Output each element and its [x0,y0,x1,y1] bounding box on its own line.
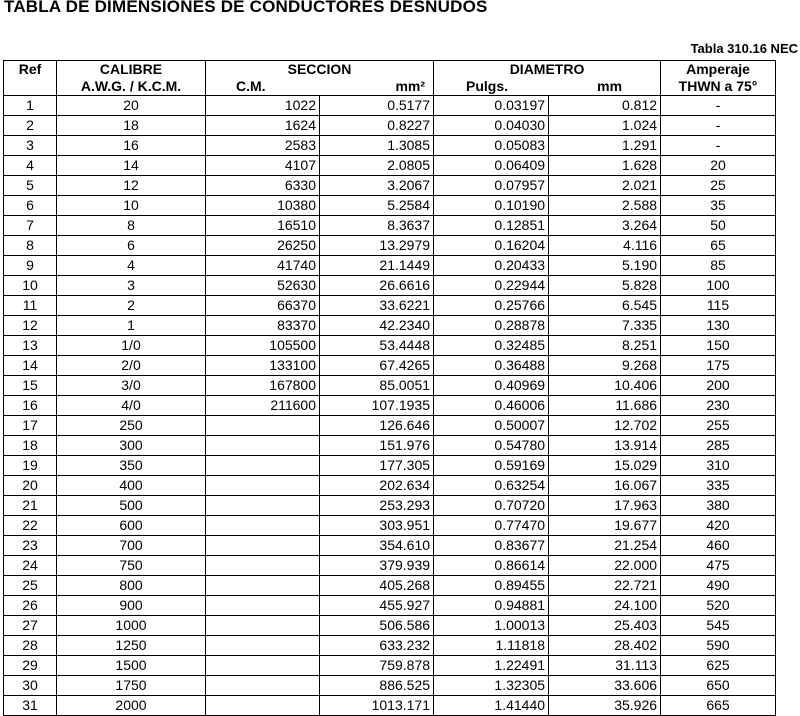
cell-ref: 8 [4,236,57,256]
cell-ref: 9 [4,256,57,276]
cell-seccion-cm: 1022 [206,96,320,116]
cell-seccion-cm: 133100 [206,356,320,376]
cell-seccion-mm2: 42.2340 [320,316,434,336]
header-ref: Ref [4,61,57,79]
cell-amperaje: 490 [661,576,776,596]
cell-seccion-mm2: 107.1935 [320,396,434,416]
cell-diametro-mm: 22.721 [549,576,661,596]
cell-diametro-pulgs: 0.36488 [434,356,549,376]
cell-diametro-pulgs: 0.06409 [434,156,549,176]
table-row [4,156,776,176]
header-cm: C.M. [236,78,266,94]
table-row [4,296,776,316]
table-row [4,436,776,456]
cell-diametro-mm: 4.116 [549,236,661,256]
cell-ref: 23 [4,536,57,556]
cell-diametro-mm: 10.406 [549,376,661,396]
cell-diametro-pulgs: 0.83677 [434,536,549,556]
cell-seccion-mm2: 53.4448 [320,336,434,356]
cell-diametro-mm: 5.828 [549,276,661,296]
cell-amperaje: 115 [661,296,776,316]
cell-seccion-cm: 26250 [206,236,320,256]
cell-calibre: 6 [57,236,206,256]
table-row [4,516,776,536]
cell-seccion-mm2: 202.634 [320,476,434,496]
cell-amperaje: 230 [661,396,776,416]
cell-diametro-mm: 31.113 [549,656,661,676]
cell-calibre: 800 [57,576,206,596]
cell-diametro-mm: 35.926 [549,696,661,716]
cell-seccion-mm2: 33.6221 [320,296,434,316]
cell-seccion-mm2: 177.305 [320,456,434,476]
page-title: TABLA DE DIMENSIONES DE CONDUCTORES DESNUDOS [4,0,488,16]
table-row [4,596,776,616]
cell-diametro-pulgs: 0.03197 [434,96,549,116]
cell-diametro-mm: 25.403 [549,616,661,636]
table-row [4,636,776,656]
cell-diametro-pulgs: 0.63254 [434,476,549,496]
table-row [4,356,776,376]
cell-diametro-pulgs: 0.12851 [434,216,549,236]
cell-calibre: 1500 [57,656,206,676]
table-row [4,216,776,236]
cell-diametro-mm: 9.268 [549,356,661,376]
cell-diametro-pulgs: 0.46006 [434,396,549,416]
cell-ref: 17 [4,416,57,436]
cell-ref: 28 [4,636,57,656]
table-row [4,256,776,276]
cell-ref: 15 [4,376,57,396]
cell-seccion-mm2: 886.525 [320,676,434,696]
table-row [4,576,776,596]
cell-diametro-pulgs: 1.32305 [434,676,549,696]
table-row [4,336,776,356]
table-row [4,496,776,516]
cell-diametro-pulgs: 0.16204 [434,236,549,256]
cell-diametro-mm: 19.677 [549,516,661,536]
cell-amperaje: 150 [661,336,776,356]
cell-diametro-mm: 2.588 [549,196,661,216]
cell-amperaje: 20 [661,156,776,176]
cell-diametro-mm: 3.264 [549,216,661,236]
cell-diametro-mm: 8.251 [549,336,661,356]
header-seccion: SECCION [206,61,434,79]
cell-seccion-cm [206,636,320,656]
cell-diametro-pulgs: 0.28878 [434,316,549,336]
cell-seccion-mm2: 5.2584 [320,196,434,216]
cell-amperaje: 590 [661,636,776,656]
cell-diametro-mm: 12.702 [549,416,661,436]
cell-calibre: 20 [57,96,206,116]
cell-calibre: 3 [57,276,206,296]
table-row [4,276,776,296]
cell-amperaje: 520 [661,596,776,616]
cell-seccion-mm2: 506.586 [320,616,434,636]
cell-amperaje: 545 [661,616,776,636]
cell-ref: 12 [4,316,57,336]
cell-calibre: 18 [57,116,206,136]
cell-seccion-mm2: 1.3085 [320,136,434,156]
table-row [4,616,776,636]
cell-seccion-cm [206,456,320,476]
cell-diametro-mm: 28.402 [549,636,661,656]
table-reference: Tabla 310.16 NEC [690,41,798,56]
cell-diametro-mm: 33.606 [549,676,661,696]
cell-amperaje: 420 [661,516,776,536]
cell-diametro-mm: 6.545 [549,296,661,316]
cell-amperaje: 475 [661,556,776,576]
cell-seccion-mm2: 0.8227 [320,116,434,136]
cell-ref: 21 [4,496,57,516]
cell-calibre: 1000 [57,616,206,636]
cell-amperaje: 460 [661,536,776,556]
cell-diametro-pulgs: 0.20433 [434,256,549,276]
cell-calibre: 700 [57,536,206,556]
cell-seccion-mm2: 26.6616 [320,276,434,296]
cell-ref: 2 [4,116,57,136]
cell-seccion-cm [206,696,320,716]
cell-ref: 4 [4,156,57,176]
cell-amperaje: 380 [661,496,776,516]
cell-seccion-cm: 10380 [206,196,320,216]
cell-diametro-mm: 13.914 [549,436,661,456]
cell-seccion-cm [206,516,320,536]
table-row [4,536,776,556]
cell-diametro-pulgs: 0.40969 [434,376,549,396]
table-row [4,196,776,216]
cell-diametro-pulgs: 0.07957 [434,176,549,196]
cell-seccion-mm2: 0.5177 [320,96,434,116]
cell-diametro-mm: 1.628 [549,156,661,176]
cell-diametro-pulgs: 0.70720 [434,496,549,516]
cell-seccion-mm2: 151.976 [320,436,434,456]
cell-diametro-pulgs: 0.54780 [434,436,549,456]
table-row [4,316,776,336]
cell-calibre: 1/0 [57,336,206,356]
cell-ref: 27 [4,616,57,636]
header-mm2: mm² [395,78,426,94]
cell-calibre: 900 [57,596,206,616]
cell-diametro-mm: 2.021 [549,176,661,196]
cell-diametro-mm: 16.067 [549,476,661,496]
cell-calibre: 2000 [57,696,206,716]
cell-calibre: 8 [57,216,206,236]
cell-calibre: 500 [57,496,206,516]
cell-ref: 3 [4,136,57,156]
cell-seccion-mm2: 2.0805 [320,156,434,176]
cell-seccion-mm2: 21.1449 [320,256,434,276]
cell-calibre: 600 [57,516,206,536]
cell-seccion-cm: 105500 [206,336,320,356]
cell-diametro-pulgs: 0.32485 [434,336,549,356]
cell-ref: 22 [4,516,57,536]
cell-seccion-cm: 6330 [206,176,320,196]
table-row [4,696,776,716]
cell-diametro-mm: 21.254 [549,536,661,556]
cell-seccion-cm: 1624 [206,116,320,136]
cell-diametro-pulgs: 1.11818 [434,636,549,656]
cell-seccion-cm [206,616,320,636]
cell-seccion-cm [206,536,320,556]
cell-amperaje: 35 [661,196,776,216]
cell-ref: 1 [4,96,57,116]
cell-ref: 20 [4,476,57,496]
cell-amperaje: 85 [661,256,776,276]
cell-amperaje: 310 [661,456,776,476]
cell-calibre: 2/0 [57,356,206,376]
cell-diametro-mm: 1.024 [549,116,661,136]
table-body [4,96,776,716]
cell-diametro-pulgs: 0.05083 [434,136,549,156]
cell-amperaje: 50 [661,216,776,236]
table-row [4,416,776,436]
header-amperaje: Amperaje [661,61,776,79]
cell-amperaje: 285 [661,436,776,456]
cell-ref: 30 [4,676,57,696]
table-row [4,176,776,196]
cell-amperaje: 25 [661,176,776,196]
cell-seccion-cm [206,416,320,436]
cell-diametro-mm: 22.000 [549,556,661,576]
cell-diametro-pulgs: 1.00013 [434,616,549,636]
cell-amperaje: - [661,116,776,136]
cell-amperaje: 100 [661,276,776,296]
cell-seccion-cm [206,496,320,516]
cell-ref: 16 [4,396,57,416]
cell-ref: 29 [4,656,57,676]
cell-diametro-mm: 17.963 [549,496,661,516]
cell-diametro-pulgs: 1.41440 [434,696,549,716]
header-mm: mm [597,78,623,94]
table-row [4,376,776,396]
cell-calibre: 350 [57,456,206,476]
table-row [4,116,776,136]
cell-seccion-cm: 41740 [206,256,320,276]
cell-diametro-pulgs: 1.22491 [434,656,549,676]
cell-calibre: 16 [57,136,206,156]
cell-seccion-cm [206,676,320,696]
cell-calibre: 12 [57,176,206,196]
cell-seccion-mm2: 405.268 [320,576,434,596]
conductor-dimensions-table [3,60,776,716]
cell-calibre: 10 [57,196,206,216]
cell-seccion-cm [206,556,320,576]
cell-seccion-cm: 2583 [206,136,320,156]
cell-ref: 11 [4,296,57,316]
cell-seccion-mm2: 379.939 [320,556,434,576]
cell-seccion-cm [206,436,320,456]
header-calibre-units: A.W.G. / K.C.M. [57,78,206,96]
table-row [4,136,776,156]
cell-calibre: 3/0 [57,376,206,396]
header-amperaje-thwn: THWN a 75° [661,78,776,96]
cell-diametro-pulgs: 0.94881 [434,596,549,616]
cell-calibre: 1250 [57,636,206,656]
cell-diametro-pulgs: 0.77470 [434,516,549,536]
cell-seccion-mm2: 303.951 [320,516,434,536]
cell-ref: 18 [4,436,57,456]
cell-diametro-mm: 7.335 [549,316,661,336]
cell-diametro-mm: 11.686 [549,396,661,416]
cell-amperaje: 200 [661,376,776,396]
cell-seccion-cm: 16510 [206,216,320,236]
cell-diametro-pulgs: 0.10190 [434,196,549,216]
header-diametro-units [434,78,661,96]
cell-ref: 25 [4,576,57,596]
header-calibre: CALIBRE [57,61,206,79]
cell-diametro-mm: 24.100 [549,596,661,616]
cell-seccion-cm: 4107 [206,156,320,176]
cell-diametro-pulgs: 0.25766 [434,296,549,316]
cell-diametro-mm: 5.190 [549,256,661,276]
cell-amperaje: 130 [661,316,776,336]
cell-amperaje: 650 [661,676,776,696]
table-row [4,236,776,256]
cell-calibre: 2 [57,296,206,316]
cell-amperaje: 65 [661,236,776,256]
cell-calibre: 400 [57,476,206,496]
cell-seccion-mm2: 455.927 [320,596,434,616]
cell-seccion-cm [206,656,320,676]
cell-seccion-mm2: 633.232 [320,636,434,656]
cell-seccion-mm2: 354.610 [320,536,434,556]
cell-calibre: 250 [57,416,206,436]
cell-ref: 10 [4,276,57,296]
table-row [4,476,776,496]
cell-seccion-mm2: 126.646 [320,416,434,436]
cell-ref: 5 [4,176,57,196]
table-row [4,96,776,116]
cell-calibre: 1 [57,316,206,336]
cell-ref: 24 [4,556,57,576]
cell-seccion-mm2: 1013.171 [320,696,434,716]
cell-seccion-cm [206,576,320,596]
cell-seccion-mm2: 13.2979 [320,236,434,256]
cell-ref: 31 [4,696,57,716]
cell-diametro-pulgs: 0.22944 [434,276,549,296]
cell-diametro-pulgs: 0.04030 [434,116,549,136]
cell-seccion-mm2: 8.3637 [320,216,434,236]
table-row [4,396,776,416]
cell-amperaje: 665 [661,696,776,716]
cell-seccion-mm2: 759.878 [320,656,434,676]
cell-seccion-cm: 211600 [206,396,320,416]
cell-diametro-pulgs: 0.89455 [434,576,549,596]
header-diametro: DIAMETRO [434,61,661,79]
cell-ref: 19 [4,456,57,476]
cell-calibre: 1750 [57,676,206,696]
cell-calibre: 4 [57,256,206,276]
cell-amperaje: 625 [661,656,776,676]
cell-ref: 26 [4,596,57,616]
cell-seccion-cm [206,596,320,616]
cell-diametro-pulgs: 0.86614 [434,556,549,576]
cell-seccion-cm [206,476,320,496]
cell-calibre: 14 [57,156,206,176]
table-row [4,676,776,696]
cell-seccion-cm: 167800 [206,376,320,396]
table-row [4,556,776,576]
cell-seccion-mm2: 85.0051 [320,376,434,396]
cell-diametro-pulgs: 0.59169 [434,456,549,476]
cell-amperaje: - [661,96,776,116]
header-ref-blank [4,78,57,96]
header-pulgs: Pulgs. [466,78,509,94]
table-row [4,656,776,676]
cell-ref: 13 [4,336,57,356]
cell-amperaje: - [661,136,776,156]
cell-diametro-mm: 15.029 [549,456,661,476]
cell-seccion-mm2: 253.293 [320,496,434,516]
cell-diametro-mm: 1.291 [549,136,661,156]
cell-calibre: 750 [57,556,206,576]
table-row [4,456,776,476]
cell-amperaje: 175 [661,356,776,376]
cell-ref: 7 [4,216,57,236]
cell-diametro-pulgs: 0.50007 [434,416,549,436]
cell-seccion-cm: 52630 [206,276,320,296]
header-seccion-units [206,78,434,96]
cell-seccion-cm: 83370 [206,316,320,336]
cell-amperaje: 255 [661,416,776,436]
cell-seccion-mm2: 67.4265 [320,356,434,376]
cell-ref: 14 [4,356,57,376]
cell-seccion-cm: 66370 [206,296,320,316]
cell-amperaje: 335 [661,476,776,496]
cell-calibre: 300 [57,436,206,456]
cell-diametro-mm: 0.812 [549,96,661,116]
cell-ref: 6 [4,196,57,216]
cell-seccion-mm2: 3.2067 [320,176,434,196]
cell-calibre: 4/0 [57,396,206,416]
